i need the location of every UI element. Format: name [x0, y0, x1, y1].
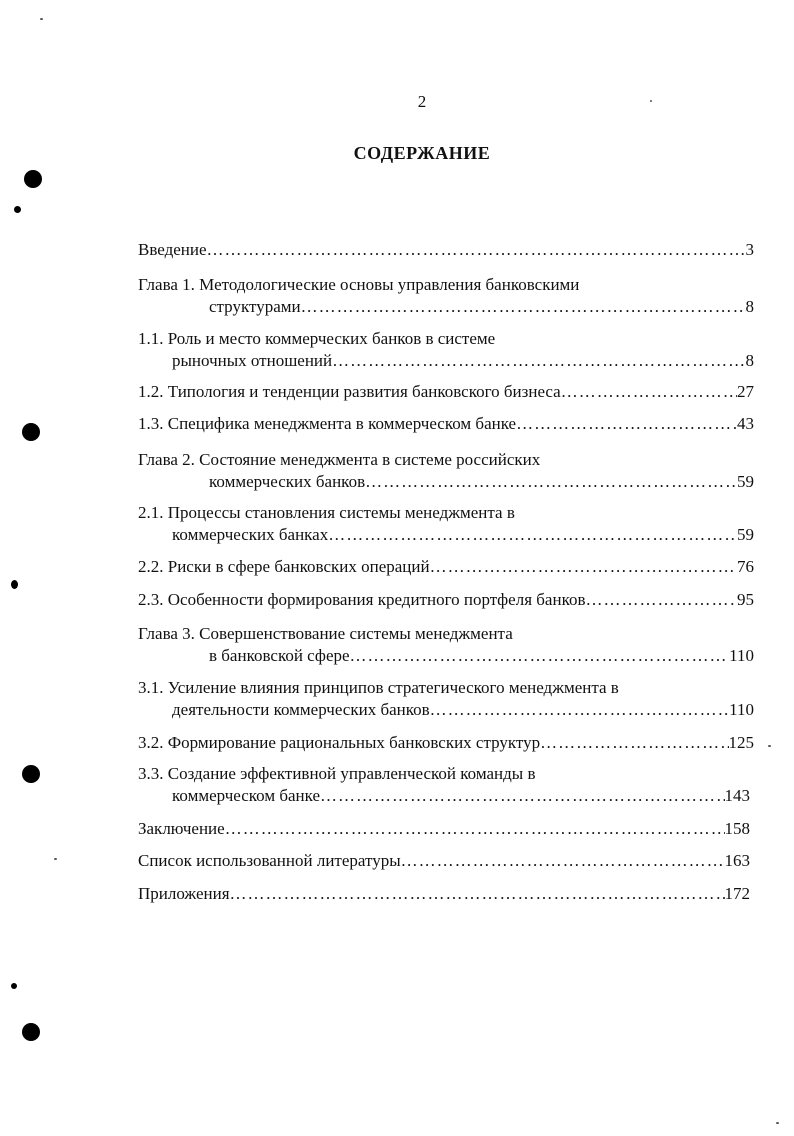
toc-page-number: 43	[737, 414, 754, 433]
toc-entry-conclusion	[138, 818, 754, 840]
toc-page-number: 8	[745, 351, 754, 370]
toc-page-number: 143	[724, 786, 750, 805]
toc-entry-title: Введение	[138, 240, 207, 259]
toc-leader-dots	[401, 850, 725, 872]
scan-speck	[768, 745, 771, 747]
toc-page-number: 163	[724, 851, 750, 870]
toc-entry-bibliography	[138, 850, 754, 872]
scan-speck	[776, 1122, 779, 1124]
toc-page-number: 59	[737, 525, 754, 544]
toc-entry-title-continued: коммерческом банке	[172, 786, 321, 805]
toc-leader-dots	[350, 645, 730, 667]
toc-leader-dots	[430, 556, 737, 578]
toc-leader-dots	[328, 524, 737, 546]
toc-entry-title: Заключение	[138, 819, 225, 838]
toc-entry-section-2-1	[138, 502, 754, 546]
binding-hole-mark	[11, 983, 17, 989]
toc-leader-dots	[561, 381, 737, 403]
toc-leader-dots	[540, 732, 728, 754]
toc-page-number: 158	[724, 819, 750, 838]
toc-entry-chapter-3	[138, 623, 754, 667]
toc-leader-dots	[516, 413, 737, 435]
scan-speck	[650, 100, 652, 102]
toc-entry-section-3-1	[138, 677, 754, 721]
toc-entry-title-continued: структурами	[209, 297, 301, 316]
binding-hole-mark	[24, 170, 42, 188]
toc-entry-title: 3.1. Усиление влияния принципов стратегического менеджмента в	[138, 678, 619, 697]
toc-page-number: 76	[737, 557, 754, 576]
binding-hole-mark	[22, 765, 40, 783]
toc-entry-title-continued: коммерческих банков	[209, 472, 366, 491]
toc-entry-title-continued: деятельности коммерческих банков	[172, 700, 430, 719]
toc-leader-dots	[365, 471, 737, 493]
toc-entry-title: 3.2. Формирование рациональных банковских структур	[138, 733, 541, 752]
toc-leader-dots	[301, 296, 746, 318]
toc-page-number: 172	[724, 884, 750, 903]
toc-leader-dots	[332, 350, 745, 372]
toc-page-number: 27	[737, 382, 754, 401]
toc-entry-section-3-2	[138, 732, 754, 754]
toc-page-number: 110	[729, 700, 754, 719]
scan-speck	[40, 18, 43, 20]
toc-leader-dots	[230, 883, 725, 905]
toc-page-number: 95	[737, 590, 754, 609]
toc-entry-section-1-3	[138, 413, 754, 435]
toc-entry-title: Приложения	[138, 884, 230, 903]
toc-entry-title: Глава 2. Состояние менеджмента в системе российских	[138, 450, 541, 469]
toc-entry-title-continued: в банковской сфере	[209, 646, 350, 665]
binding-hole-mark	[14, 206, 21, 213]
toc-page-number: 125	[728, 733, 754, 752]
toc-page-number: 110	[729, 646, 754, 665]
toc-entry-title: 2.3. Особенности формирования кредитного портфеля банков	[138, 590, 586, 609]
toc-entry-title: Список использованной литературы	[138, 851, 401, 870]
toc-entry-introduction	[138, 239, 754, 261]
binding-hole-mark	[11, 580, 18, 589]
toc-entry-title-continued: рыночных отношений	[172, 351, 333, 370]
toc-page-number: 59	[737, 472, 754, 491]
scan-speck	[54, 858, 57, 860]
toc-entry-title: 3.3. Создание эффективной управленческой команды в	[138, 764, 536, 783]
toc-page-number: 8	[745, 297, 754, 316]
binding-hole-mark	[22, 1023, 40, 1041]
toc-page-number: 3	[745, 240, 754, 259]
toc-entry-title: 2.1. Процессы становления системы менеджмента в	[138, 503, 515, 522]
toc-entry-section-2-2	[138, 556, 754, 578]
toc-entry-appendices	[138, 883, 754, 905]
binding-hole-mark	[22, 423, 40, 441]
toc-entry-title: 1.3. Специфика менеджмента в коммерческом банке	[138, 414, 517, 433]
toc-entry-title: 1.2. Типология и тенденции развития банковского бизнеса	[138, 382, 561, 401]
toc-entry-section-1-1	[138, 328, 754, 372]
toc-entry-title: Глава 1. Методологические основы управления банковскими	[138, 275, 580, 294]
toc-entry-title: 2.2. Риски в сфере банковских операций	[138, 557, 430, 576]
toc-entry-title-continued: коммерческих банках	[172, 525, 329, 544]
toc-entry-section-2-3	[138, 589, 754, 611]
toc-entry-title: 1.1. Роль и место коммерческих банков в системе	[138, 329, 496, 348]
page-number: 2	[417, 92, 427, 111]
toc-entry-chapter-1	[138, 274, 754, 318]
toc-entry-section-1-2	[138, 381, 754, 403]
toc-entry-chapter-2	[138, 449, 754, 493]
page-title: СОДЕРЖАНИЕ	[353, 143, 491, 163]
toc-leader-dots	[430, 699, 729, 721]
toc-leader-dots	[225, 818, 725, 840]
toc-leader-dots	[586, 589, 738, 611]
toc-leader-dots	[320, 785, 724, 807]
toc-entry-section-3-3	[138, 763, 754, 807]
toc-entry-title: Глава 3. Совершенствование системы менеджмента	[138, 624, 513, 643]
toc-leader-dots	[207, 239, 746, 261]
